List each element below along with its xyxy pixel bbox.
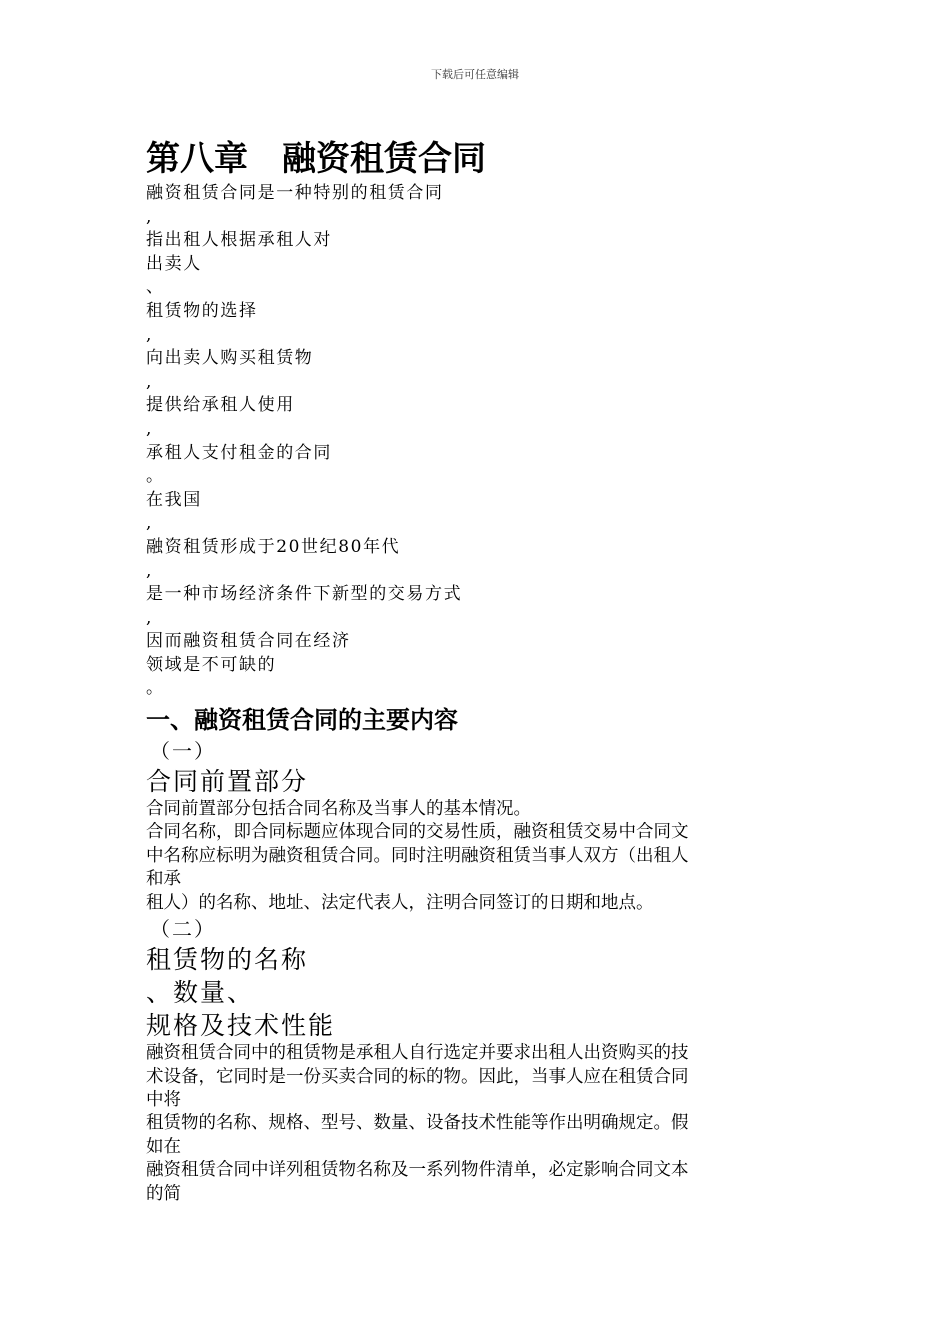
body-line: 租人）的名称、地址、法定代表人，注明合同签订的日期和地点。 [146, 892, 654, 913]
body-line: 租赁物的名称、规格、型号、数量、设备技术性能等作出明确规定。假 [146, 1113, 689, 1134]
subsection-number: （一） [150, 739, 216, 764]
intro-line: 、 [146, 277, 165, 298]
intro-line: , [146, 418, 154, 439]
subsection-heading-line: 租赁物的名称 [146, 945, 309, 975]
intro-line: , [146, 324, 154, 345]
subsection-heading-line: 规格及技术性能 [146, 1011, 336, 1041]
intro-line: 领域是不可缺的 [146, 654, 277, 675]
intro-line: 出卖人 [146, 253, 202, 274]
body-line: 如在 [146, 1136, 181, 1157]
intro-line: 承租人支付租金的合同 [146, 442, 332, 463]
subsection-body [146, 798, 796, 915]
intro-line: , [146, 607, 154, 628]
subsection-number: （二） [150, 917, 216, 942]
intro-line: 指出租人根据承租人对 [146, 230, 332, 251]
intro-line: 融资租赁形成于20世纪80年代 [146, 536, 401, 557]
body-line: 的简 [146, 1183, 181, 1204]
body-line: 术设备，它同时是一份买卖合同的标的物。因此，当事人应在租赁合同 [146, 1066, 689, 1087]
document-body [146, 136, 796, 1206]
intro-line: 在我国 [146, 489, 202, 510]
intro-paragraph [146, 182, 796, 701]
section-heading: 一、融资租赁合同的主要内容 [146, 706, 458, 735]
chapter-title: 第八章 融资租赁合同 [146, 139, 486, 179]
intro-line: , [146, 206, 154, 227]
page-header-note: 下载后可任意编辑 [431, 68, 519, 81]
intro-line: , [146, 371, 154, 392]
body-line: 融资租赁合同中的租赁物是承租人自行选定并要求出租人出资购买的技 [146, 1043, 689, 1064]
intro-line: 是一种市场经济条件下新型的交易方式 [146, 584, 463, 605]
body-line: 中名称应标明为融资租赁合同。同时注明融资租赁当事人双方（出租人 [146, 845, 689, 866]
subsection-heading [146, 943, 796, 1042]
intro-line: 融资租赁合同是一种特别的租赁合同 [146, 183, 444, 203]
body-line: 融资租赁合同中详列租赁物名称及一系列物件清单，必定影响合同文本 [146, 1160, 689, 1181]
subsection-heading-line: 、数量、 [146, 978, 255, 1008]
body-line: 合同名称，即合同标题应体现合同的交易性质，融资租赁交易中合同文 [146, 822, 689, 843]
intro-line: 向出卖人购买租赁物 [146, 348, 314, 369]
intro-line: 。 [146, 678, 165, 699]
subsection-body [146, 1042, 796, 1206]
intro-line: 租赁物的选择 [146, 300, 258, 321]
intro-line: , [146, 513, 154, 534]
intro-line: 因而融资租赁合同在经济 [146, 631, 351, 652]
intro-line: 。 [146, 466, 165, 487]
subsection-heading-line: 合同前置部分 [146, 767, 309, 797]
intro-line: , [146, 560, 154, 581]
intro-line: 提供给承租人使用 [146, 395, 295, 416]
body-line: 合同前置部分包括合同名称及当事人的基本情况。 [146, 799, 531, 820]
body-line: 中将 [146, 1089, 181, 1110]
body-line: 和承 [146, 869, 181, 890]
subsection-heading [146, 765, 796, 798]
